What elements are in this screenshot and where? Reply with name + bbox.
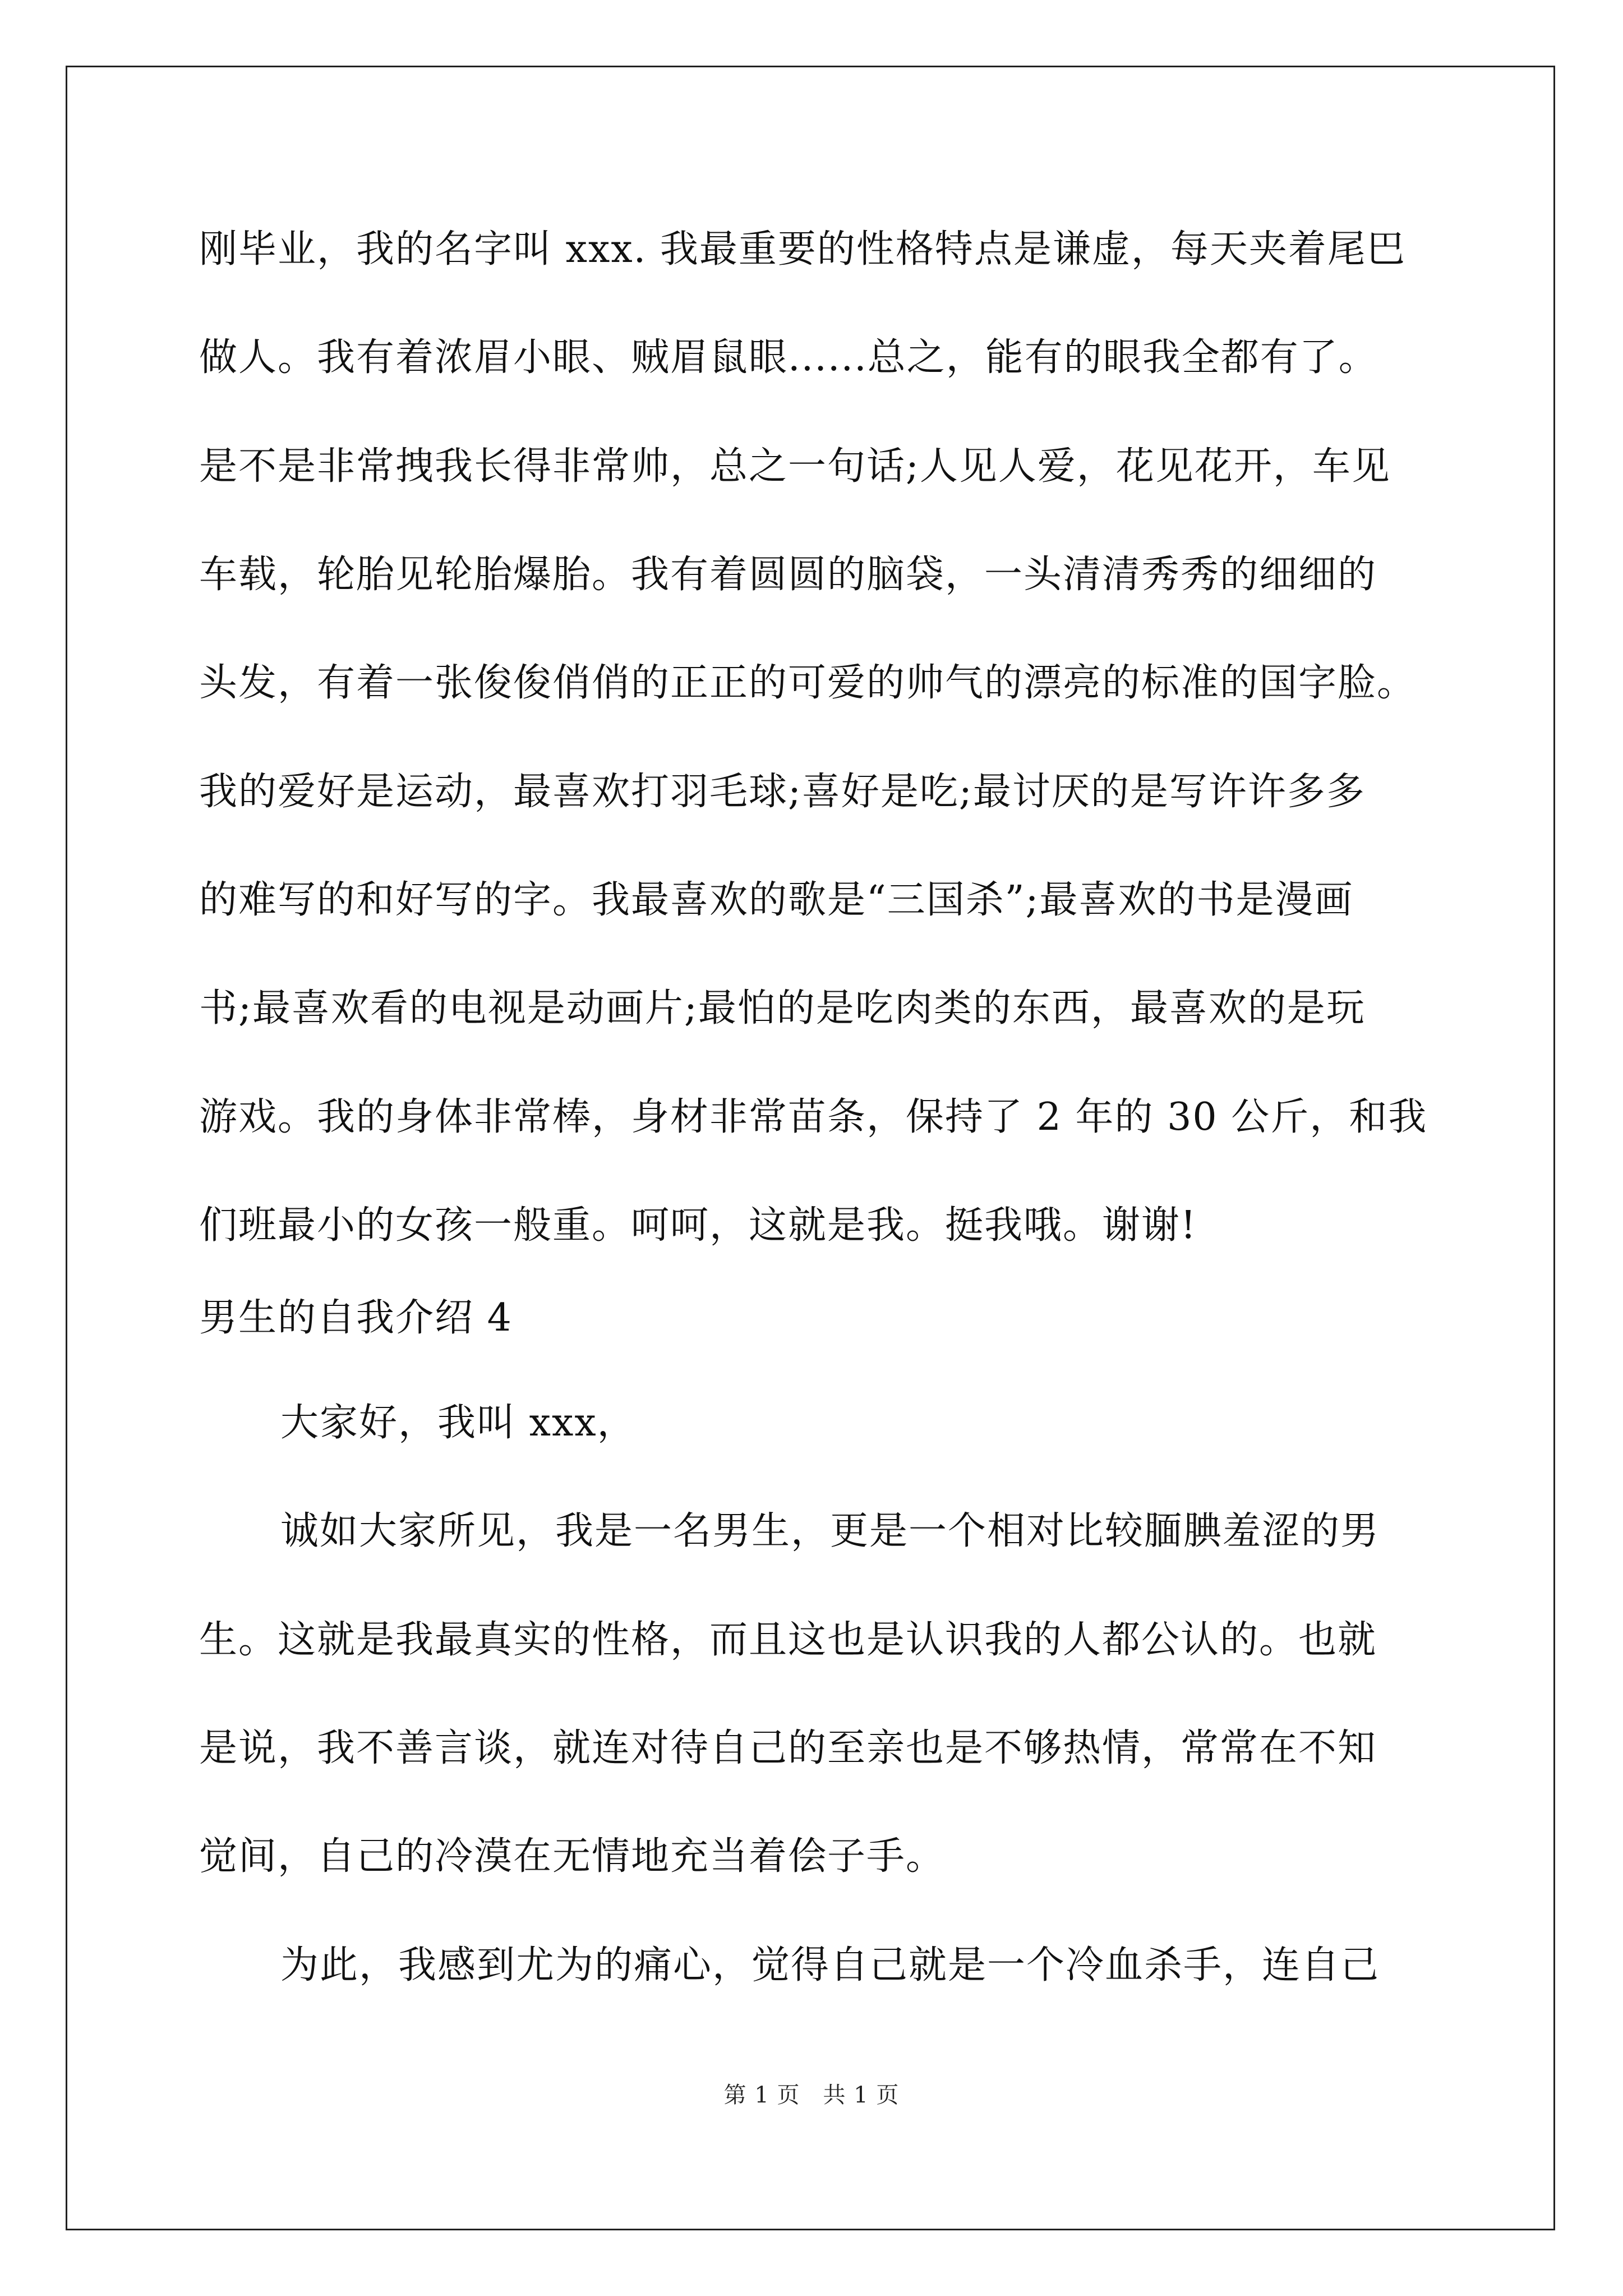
body-line-2: 做人。我有着浓眉小眼、贼眉鼠眼......总之，能有的眼我全都有了。 xyxy=(199,335,1378,380)
body-line-17: 为此，我感到尤为的痛心，觉得自己就是一个冷血杀手，连自己 xyxy=(280,1943,1380,1987)
greeting-line: 大家好，我叫 xxx， xyxy=(280,1401,637,1445)
body-line-3: 是不是非常拽我长得非常帅，总之一句话;人见人爱，花见花开，车见 xyxy=(199,444,1391,489)
body-line-15: 是说，我不善言谈，就连对待自己的至亲也是不够热情，常常在不知 xyxy=(199,1726,1377,1770)
body-line-13: 诚如大家所见，我是一名男生，更是一个相对比较腼腆羞涩的男 xyxy=(280,1509,1380,1553)
body-line-7: 的难写的和好写的字。我最喜欢的歌是“三国杀”;最喜欢的书是漫画 xyxy=(199,878,1354,922)
body-line-8: 书;最喜欢看的电视是动画片;最怕的是吃肉类的东西，最喜欢的是玩 xyxy=(199,986,1366,1030)
section-heading: 男生的自我介绍 4 xyxy=(199,1296,513,1340)
body-line-9: 游戏。我的身体非常棒，身材非常苗条，保持了 2 年的 30 公斤，和我 xyxy=(199,1095,1428,1139)
body-line-10: 们班最小的女孩一般重。呵呵，这就是我。挺我哦。谢谢! xyxy=(199,1203,1197,1248)
body-line-6: 我的爱好是运动，最喜欢打羽毛球;喜好是吃;最讨厌的是写许许多多 xyxy=(199,770,1366,814)
body-line-4: 车载，轮胎见轮胎爆胎。我有着圆圆的脑袋，一头清清秀秀的细细的 xyxy=(199,553,1377,597)
body-line-1: 刚毕业，我的名字叫 xxx. 我最重要的性格特点是谦虚，每天夹着尾巴 xyxy=(199,227,1406,272)
page-border xyxy=(66,66,1555,2230)
body-line-14: 生。这就是我最真实的性格，而且这也是认识我的人都公认的。也就 xyxy=(199,1618,1377,1662)
body-line-16: 觉间，自己的冷漠在无情地充当着侩子手。 xyxy=(199,1834,946,1879)
body-line-5: 头发，有着一张俊俊俏俏的正正的可爱的帅气的漂亮的标准的国字脸。 xyxy=(199,661,1417,705)
page-footer: 第 1 页 共 1 页 xyxy=(723,2082,900,2108)
